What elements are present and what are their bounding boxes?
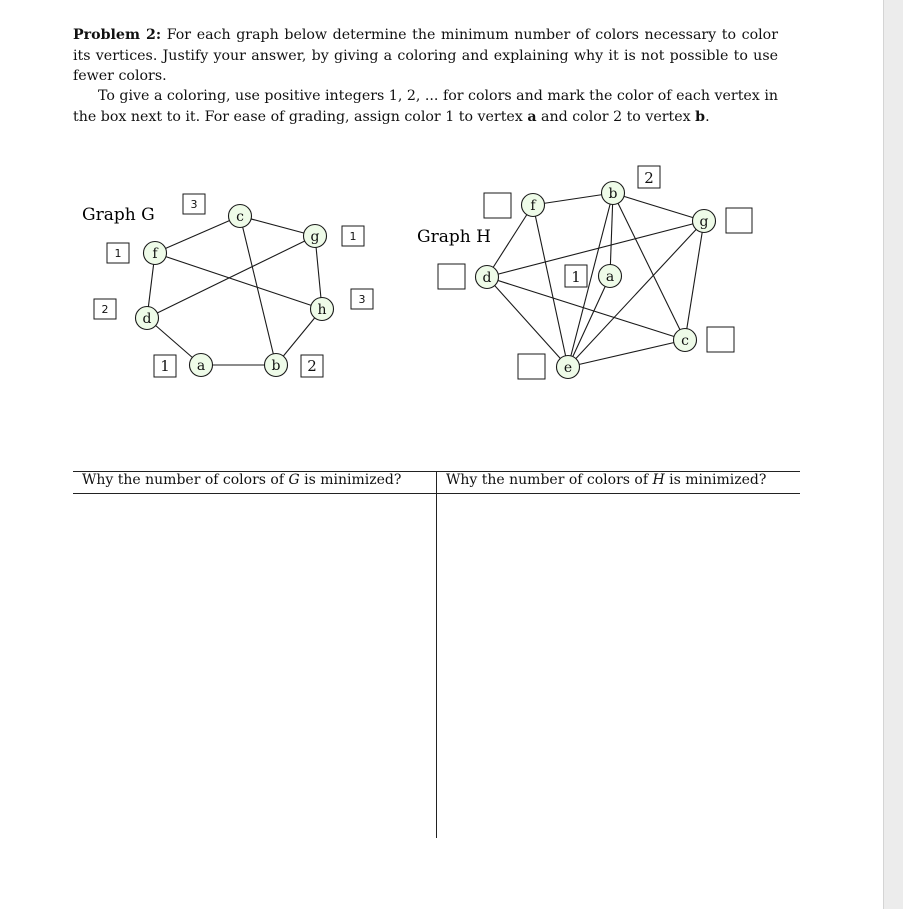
vertex-g-b-label: b [271, 358, 281, 374]
color-box-g-d-value: 2 [101, 303, 109, 316]
vertex-h-b-label: b [608, 186, 618, 202]
problem-label: Problem 2: [73, 27, 162, 43]
edge-g-f-c [155, 216, 240, 253]
edge-h-f-b [533, 193, 613, 205]
vertex-g-c-label: c [236, 209, 244, 225]
vertex-g-h-label: h [317, 302, 327, 318]
color-box-g-h-value: 3 [358, 293, 366, 306]
edge-h-a-e [568, 276, 610, 367]
vertex-g-f-label: f [152, 246, 158, 262]
vertex-h-g-label: g [699, 214, 709, 230]
instruction-end: . [705, 108, 710, 125]
vertex-h-d-label: d [482, 270, 492, 286]
vertex-g-a-label: a [196, 358, 206, 374]
vertex-h-c-label: c [681, 333, 689, 349]
color-box-g-f-value: 1 [114, 247, 122, 260]
color-box-g-a-value: 1 [160, 357, 170, 375]
graph-h-title: Graph H [417, 227, 491, 247]
graph-g-vertices [136, 205, 334, 377]
edge-h-b-g [613, 193, 704, 221]
problem-text: For each graph below determine the minimum number of colors necessary to color its vertices. Justify your answer, by giving a coloring and explaining why it is not possible to use fewer colors. [73, 27, 778, 84]
graph-g-title: Graph G [82, 205, 155, 225]
instruction-vertex-b: b [695, 108, 706, 125]
instruction-mid: and color 2 to vertex [536, 108, 696, 125]
answer-area-h[interactable] [438, 496, 798, 836]
color-box-g-g-value: 1 [349, 230, 357, 243]
vertex-h-a-label: a [605, 269, 615, 285]
answer-table-divider [436, 471, 437, 838]
answer-header-g: Why the number of colors of G is minimized? [82, 472, 402, 488]
color-box-h-c[interactable] [707, 327, 734, 352]
vertex-h-e-label: e [563, 360, 573, 376]
edge-g-d-g [147, 236, 315, 318]
answer-header-h: Why the number of colors of H is minimized? [446, 472, 767, 488]
graph-h-edges [487, 193, 704, 367]
edge-h-b-c [613, 193, 685, 340]
vertex-g-d-label: d [142, 311, 152, 327]
color-box-h-e[interactable] [518, 354, 545, 379]
edge-g-c-b [240, 216, 276, 365]
edge-h-f-e [533, 205, 568, 367]
vertex-h-f-label: f [530, 198, 536, 214]
color-box-g-c-value: 3 [190, 198, 198, 211]
edge-h-d-g [487, 221, 704, 277]
color-box-h-g[interactable] [726, 208, 752, 233]
vertex-g-g-label: g [310, 229, 320, 245]
edge-h-e-c [568, 340, 685, 367]
color-box-h-b-value: 2 [644, 169, 654, 187]
instruction-vertex-a: a [527, 108, 537, 125]
edge-h-b-a [610, 193, 613, 276]
color-box-h-a-value: 1 [571, 268, 581, 286]
answer-area-g[interactable] [74, 496, 434, 836]
color-box-g-b-value: 2 [307, 357, 317, 375]
edge-g-f-h [155, 253, 322, 309]
instruction-text: To give a coloring, use positive integers 1, 2, ... for colors and mark the color of each vertex in the box next to it. For ease of grading, assign color 1 to vertex [73, 88, 778, 125]
color-box-h-d[interactable] [438, 264, 465, 289]
graph-g-edges [147, 216, 322, 365]
color-box-h-f[interactable] [484, 193, 511, 218]
